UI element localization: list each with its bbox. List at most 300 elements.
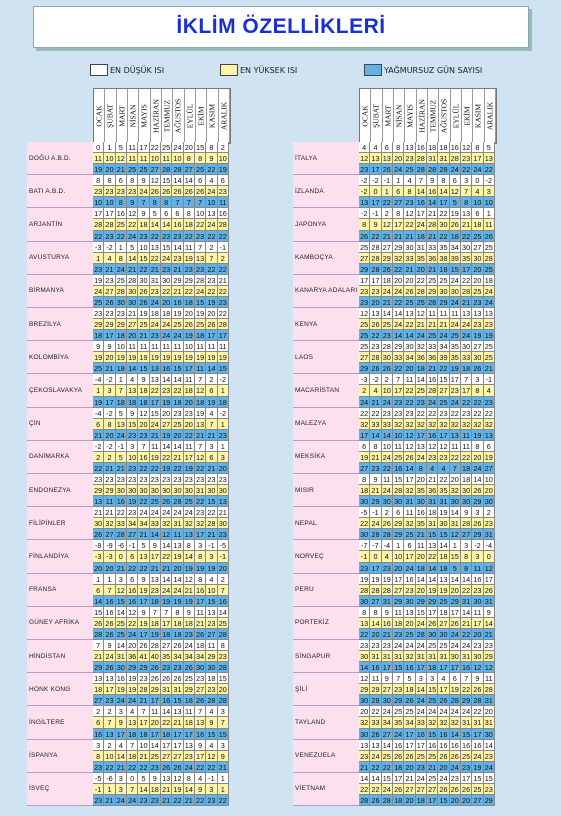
value-cell: 22	[150, 385, 161, 396]
value-cell: 21	[172, 452, 183, 463]
value-cell: 25	[127, 164, 138, 175]
value-cell: 22	[172, 795, 183, 806]
value-cell: 23	[450, 385, 461, 396]
value-cell: 18	[150, 596, 161, 607]
value-cell: 33	[416, 717, 427, 728]
value-cell: -8	[93, 540, 104, 551]
value-cell: 22	[359, 408, 370, 419]
value-cell: 3	[127, 441, 138, 452]
value-cell: 7	[150, 607, 161, 618]
value-cell: 19	[438, 507, 449, 518]
country-name: FİNLANDİYA	[27, 540, 93, 573]
value-cell: 14	[116, 607, 127, 618]
month-header-cell	[394, 89, 405, 143]
value-cell: 14	[161, 441, 172, 452]
values-row-min	[93, 242, 229, 253]
country-row	[293, 175, 495, 208]
value-cell: 30	[195, 662, 206, 673]
value-cell: 27	[382, 684, 393, 695]
value-cell: 24	[450, 762, 461, 773]
values-row-dry	[93, 762, 229, 773]
value-cell: 29	[370, 496, 381, 507]
value-cell: 17	[416, 208, 427, 219]
value-cell: 26	[172, 762, 183, 773]
value-cell: 21	[484, 363, 495, 374]
value-cell: 11	[472, 607, 483, 618]
value-cell: 26	[404, 286, 415, 297]
value-cell: 4	[116, 740, 127, 751]
value-cell: 20	[161, 408, 172, 419]
value-cell: 21	[438, 319, 449, 330]
value-cell: 17	[138, 717, 149, 728]
value-cell: 36	[127, 651, 138, 662]
value-cell: 7	[138, 706, 149, 717]
month-label: AĞUSTOS	[173, 98, 183, 134]
value-cell: 17	[370, 563, 381, 574]
values-row-dry	[93, 330, 229, 341]
value-cell: 30	[172, 485, 183, 496]
value-cell: 36	[427, 253, 438, 264]
values-row-min	[93, 142, 229, 153]
value-cell: 22	[206, 164, 217, 175]
value-cell: 30	[472, 651, 483, 662]
value-cell: 24	[427, 397, 438, 408]
value-cell: 24	[416, 640, 427, 651]
value-cell: 23	[172, 408, 183, 419]
value-cell: 13	[472, 308, 483, 319]
country-values	[93, 474, 229, 507]
value-cell: 16	[393, 463, 404, 474]
value-cell: 28	[370, 242, 381, 253]
value-cell: 15	[206, 596, 217, 607]
value-cell: 21	[116, 164, 127, 175]
value-cell: 26	[472, 518, 483, 529]
month-label: MAYIS	[139, 104, 149, 128]
value-cell: 23	[404, 197, 415, 208]
value-cell: 20	[404, 762, 415, 773]
value-cell: 17	[138, 629, 149, 640]
values-row-dry	[359, 197, 495, 208]
country-name: İSVEÇ	[27, 773, 93, 806]
value-cell: 20	[404, 618, 415, 629]
value-cell: 24	[416, 219, 427, 230]
value-cell: 22	[206, 286, 217, 297]
value-cell: 19	[138, 308, 149, 319]
value-cell: 15	[416, 607, 427, 618]
value-cell: 24	[484, 762, 495, 773]
country-row	[27, 507, 229, 540]
country-name: ŞİLİ	[293, 673, 359, 706]
month-header-left	[93, 88, 231, 144]
value-cell: 32	[484, 419, 495, 430]
value-cell: 31	[382, 651, 393, 662]
value-cell: 23	[127, 507, 138, 518]
value-cell: 34	[127, 518, 138, 529]
value-cell: 30	[404, 242, 415, 253]
value-cell: 30	[438, 219, 449, 230]
value-cell: 3	[104, 385, 115, 396]
value-cell: 18	[427, 662, 438, 673]
value-cell: 4	[127, 374, 138, 385]
value-cell: 5	[116, 142, 127, 153]
value-cell: 6	[359, 441, 370, 452]
value-cell: 32	[450, 485, 461, 496]
values-row-dry	[359, 430, 495, 441]
country-row	[293, 507, 495, 540]
value-cell: 29	[393, 695, 404, 706]
values-row-min	[359, 474, 495, 485]
country-row	[27, 574, 229, 607]
value-cell: 11	[438, 308, 449, 319]
value-cell: -2	[93, 441, 104, 452]
value-cell: 18	[172, 397, 183, 408]
value-cell: 6	[382, 142, 393, 153]
values-row-dry	[93, 496, 229, 507]
values-row-max	[93, 485, 229, 496]
value-cell: 26	[104, 662, 115, 673]
value-cell: 28	[359, 795, 370, 806]
value-cell: 15	[450, 264, 461, 275]
value-cell: 31	[416, 242, 427, 253]
value-cell: 14	[206, 363, 217, 374]
value-cell: 16	[416, 197, 427, 208]
value-cell: 25	[184, 496, 195, 507]
value-cell: 20	[127, 640, 138, 651]
value-cell: 23	[472, 297, 483, 308]
value-cell: 12	[116, 585, 127, 596]
value-cell: 24	[161, 507, 172, 518]
value-cell: 18	[461, 463, 472, 474]
value-cell: 22	[427, 408, 438, 419]
value-cell: 17	[104, 684, 115, 695]
value-cell: 20	[461, 795, 472, 806]
value-cell: 24	[161, 585, 172, 596]
value-cell: 17	[438, 662, 449, 673]
value-cell: 25	[438, 640, 449, 651]
value-cell: 13	[150, 574, 161, 585]
value-cell: 9	[127, 408, 138, 419]
value-cell: 30	[161, 275, 172, 286]
value-cell: 3	[472, 374, 483, 385]
value-cell: 14	[427, 197, 438, 208]
values-row-min	[359, 142, 495, 153]
value-cell: 23	[127, 474, 138, 485]
value-cell: 14	[416, 186, 427, 197]
value-cell: 21	[427, 474, 438, 485]
value-cell: 23	[393, 408, 404, 419]
values-row-min	[93, 540, 229, 551]
value-cell: 26	[450, 751, 461, 762]
value-cell: 21	[416, 319, 427, 330]
value-cell: 8	[127, 175, 138, 186]
value-cell: -7	[359, 540, 370, 551]
value-cell: 12	[404, 208, 415, 219]
value-cell: 22	[382, 762, 393, 773]
value-cell: 28	[427, 219, 438, 230]
value-cell: 23	[93, 308, 104, 319]
country-values	[359, 607, 495, 640]
country-row	[293, 408, 495, 441]
value-cell: 30	[116, 662, 127, 673]
value-cell: 18	[138, 729, 149, 740]
value-cell: 16	[138, 452, 149, 463]
value-cell: 26	[172, 186, 183, 197]
value-cell: 18	[127, 729, 138, 740]
value-cell: -2	[359, 175, 370, 186]
value-cell: 25	[359, 242, 370, 253]
month-label: NİSAN	[394, 104, 404, 128]
value-cell: 25	[138, 164, 149, 175]
value-cell: 26	[484, 585, 495, 596]
value-cell: 17	[404, 474, 415, 485]
value-cell: 11	[150, 706, 161, 717]
value-cell: 15	[472, 773, 483, 784]
value-cell: 3	[472, 507, 483, 518]
value-cell: 31	[116, 651, 127, 662]
value-cell: 34	[382, 717, 393, 728]
value-cell: 22	[450, 452, 461, 463]
country-values	[359, 142, 495, 175]
country-values	[93, 441, 229, 474]
value-cell: 28	[370, 695, 381, 706]
value-cell: 9	[93, 341, 104, 352]
country-name: MALEZYA	[293, 408, 359, 441]
value-cell: 19	[127, 673, 138, 684]
country-values	[93, 142, 229, 175]
value-cell: 23	[138, 430, 149, 441]
values-row-max	[93, 651, 229, 662]
value-cell: 17	[416, 662, 427, 673]
value-cell: 17	[218, 330, 229, 341]
value-cell: 13	[484, 308, 495, 319]
country-row	[27, 142, 229, 175]
value-cell: 34	[404, 717, 415, 728]
value-cell: 21	[404, 264, 415, 275]
value-cell: 22	[393, 297, 404, 308]
value-cell: 28	[206, 695, 217, 706]
value-cell: 17	[461, 385, 472, 396]
value-cell: 15	[461, 729, 472, 740]
value-cell: 29	[450, 596, 461, 607]
value-cell: 19	[161, 430, 172, 441]
value-cell: 27	[359, 352, 370, 363]
value-cell: 17	[472, 729, 483, 740]
value-cell: -4	[93, 408, 104, 419]
country-values	[359, 540, 495, 573]
value-cell: 25	[450, 330, 461, 341]
value-cell: 32	[427, 419, 438, 430]
value-cell: 20	[184, 142, 195, 153]
values-row-max	[359, 618, 495, 629]
value-cell: 13	[427, 540, 438, 551]
value-cell: 13	[150, 374, 161, 385]
value-cell: 23	[359, 297, 370, 308]
value-cell: 30	[359, 729, 370, 740]
value-cell: 24	[116, 695, 127, 706]
value-cell: 3	[484, 186, 495, 197]
value-cell: 8	[184, 208, 195, 219]
month-label: ŞUBAT	[371, 104, 381, 128]
value-cell: 28	[370, 585, 381, 596]
value-cell: 23	[161, 231, 172, 242]
value-cell: 4	[404, 175, 415, 186]
value-cell: 17	[184, 452, 195, 463]
value-cell: 31	[438, 496, 449, 507]
value-cell: 26	[93, 529, 104, 540]
value-cell: 30	[116, 485, 127, 496]
value-cell: 35	[416, 485, 427, 496]
values-row-min	[359, 441, 495, 452]
value-cell: 23	[370, 341, 381, 352]
value-cell: 21	[359, 762, 370, 773]
value-cell: 19	[195, 308, 206, 319]
value-cell: 21	[184, 795, 195, 806]
value-cell: 22	[427, 551, 438, 562]
value-cell: 31	[150, 275, 161, 286]
value-cell: 26	[370, 319, 381, 330]
value-cell: -3	[93, 242, 104, 253]
value-cell: 16	[404, 662, 415, 673]
value-cell: 26	[382, 363, 393, 374]
value-cell: 27	[484, 463, 495, 474]
value-cell: -2	[370, 374, 381, 385]
value-cell: 14	[427, 574, 438, 585]
value-cell: 0	[127, 773, 138, 784]
value-cell: 22	[161, 551, 172, 562]
value-cell: 24	[461, 706, 472, 717]
value-cell: 41	[138, 651, 149, 662]
value-cell: 25	[161, 142, 172, 153]
value-cell: 8	[472, 385, 483, 396]
value-cell: 27	[438, 618, 449, 629]
value-cell: 28	[382, 585, 393, 596]
value-cell: 29	[427, 596, 438, 607]
value-cell: 17	[161, 740, 172, 751]
value-cell: 18	[150, 308, 161, 319]
value-cell: 7	[195, 374, 206, 385]
value-cell: 14	[416, 684, 427, 695]
legend	[90, 64, 540, 78]
value-cell: 22	[138, 463, 149, 474]
value-cell: 1	[93, 574, 104, 585]
value-cell: 34	[172, 651, 183, 662]
values-row-min	[93, 574, 229, 585]
month-header-cell	[360, 89, 371, 143]
value-cell: 8	[461, 551, 472, 562]
value-cell: 10	[195, 208, 206, 219]
country-row	[293, 374, 495, 407]
month-header-cell	[117, 89, 128, 143]
value-cell: 26	[172, 640, 183, 651]
value-cell: 9	[116, 717, 127, 728]
value-cell: 19	[116, 352, 127, 363]
value-cell: 16	[116, 673, 127, 684]
value-cell: 11	[161, 341, 172, 352]
value-cell: 3	[116, 784, 127, 795]
values-row-dry	[359, 762, 495, 773]
value-cell: 13	[138, 551, 149, 562]
value-cell: -1	[218, 242, 229, 253]
value-cell: 23	[172, 474, 183, 485]
value-cell: 29	[184, 684, 195, 695]
value-cell: 29	[138, 662, 149, 673]
value-cell: 24	[172, 507, 183, 518]
value-cell: 22	[218, 286, 229, 297]
values-row-dry	[93, 297, 229, 308]
value-cell: 29	[438, 297, 449, 308]
value-cell: 21	[404, 773, 415, 784]
country-row	[27, 308, 229, 341]
value-cell: 35	[461, 253, 472, 264]
value-cell: 24	[127, 629, 138, 640]
value-cell: 18	[172, 618, 183, 629]
value-cell: 23	[382, 563, 393, 574]
value-cell: 10	[104, 153, 115, 164]
value-cell: 19	[195, 408, 206, 419]
value-cell: 33	[461, 352, 472, 363]
value-cell: 21	[138, 751, 149, 762]
value-cell: 30	[393, 496, 404, 507]
value-cell: 11	[195, 607, 206, 618]
value-cell: 17	[370, 197, 381, 208]
value-cell: 9	[427, 175, 438, 186]
values-row-max	[93, 419, 229, 430]
value-cell: 2	[104, 452, 115, 463]
value-cell: 23	[93, 762, 104, 773]
value-cell: 5	[150, 208, 161, 219]
value-cell: 22	[150, 253, 161, 264]
value-cell: 23	[461, 762, 472, 773]
value-cell: 28	[472, 695, 483, 706]
values-row-dry	[93, 729, 229, 740]
value-cell: 4	[359, 142, 370, 153]
value-cell: 14	[138, 784, 149, 795]
value-cell: 23	[472, 319, 483, 330]
value-cell: 16	[393, 740, 404, 751]
value-cell: 7	[461, 186, 472, 197]
value-cell: 5	[138, 773, 149, 784]
value-cell: 22	[116, 507, 127, 518]
values-row-dry	[93, 164, 229, 175]
value-cell: 23	[104, 186, 115, 197]
value-cell: 33	[150, 518, 161, 529]
value-cell: 27	[184, 164, 195, 175]
value-cell: 15	[127, 419, 138, 430]
value-cell: 23	[450, 773, 461, 784]
value-cell: 15	[206, 496, 217, 507]
value-cell: 23	[370, 286, 381, 297]
values-row-max	[359, 186, 495, 197]
value-cell: 14	[184, 175, 195, 186]
values-row-min	[93, 507, 229, 518]
value-cell: 15	[93, 607, 104, 618]
value-cell: 17	[104, 330, 115, 341]
value-cell: 18	[150, 618, 161, 629]
value-cell: 30	[184, 485, 195, 496]
value-cell: 6	[93, 419, 104, 430]
value-cell: 20	[172, 430, 183, 441]
value-cell: 26	[450, 618, 461, 629]
values-row-min	[359, 706, 495, 717]
values-row-dry	[359, 729, 495, 740]
value-cell: 9	[382, 607, 393, 618]
values-row-max	[93, 751, 229, 762]
value-cell: 24	[461, 319, 472, 330]
value-cell: 17	[184, 363, 195, 374]
value-cell: 19	[184, 463, 195, 474]
value-cell: 23	[104, 695, 115, 706]
value-cell: 26	[472, 684, 483, 695]
